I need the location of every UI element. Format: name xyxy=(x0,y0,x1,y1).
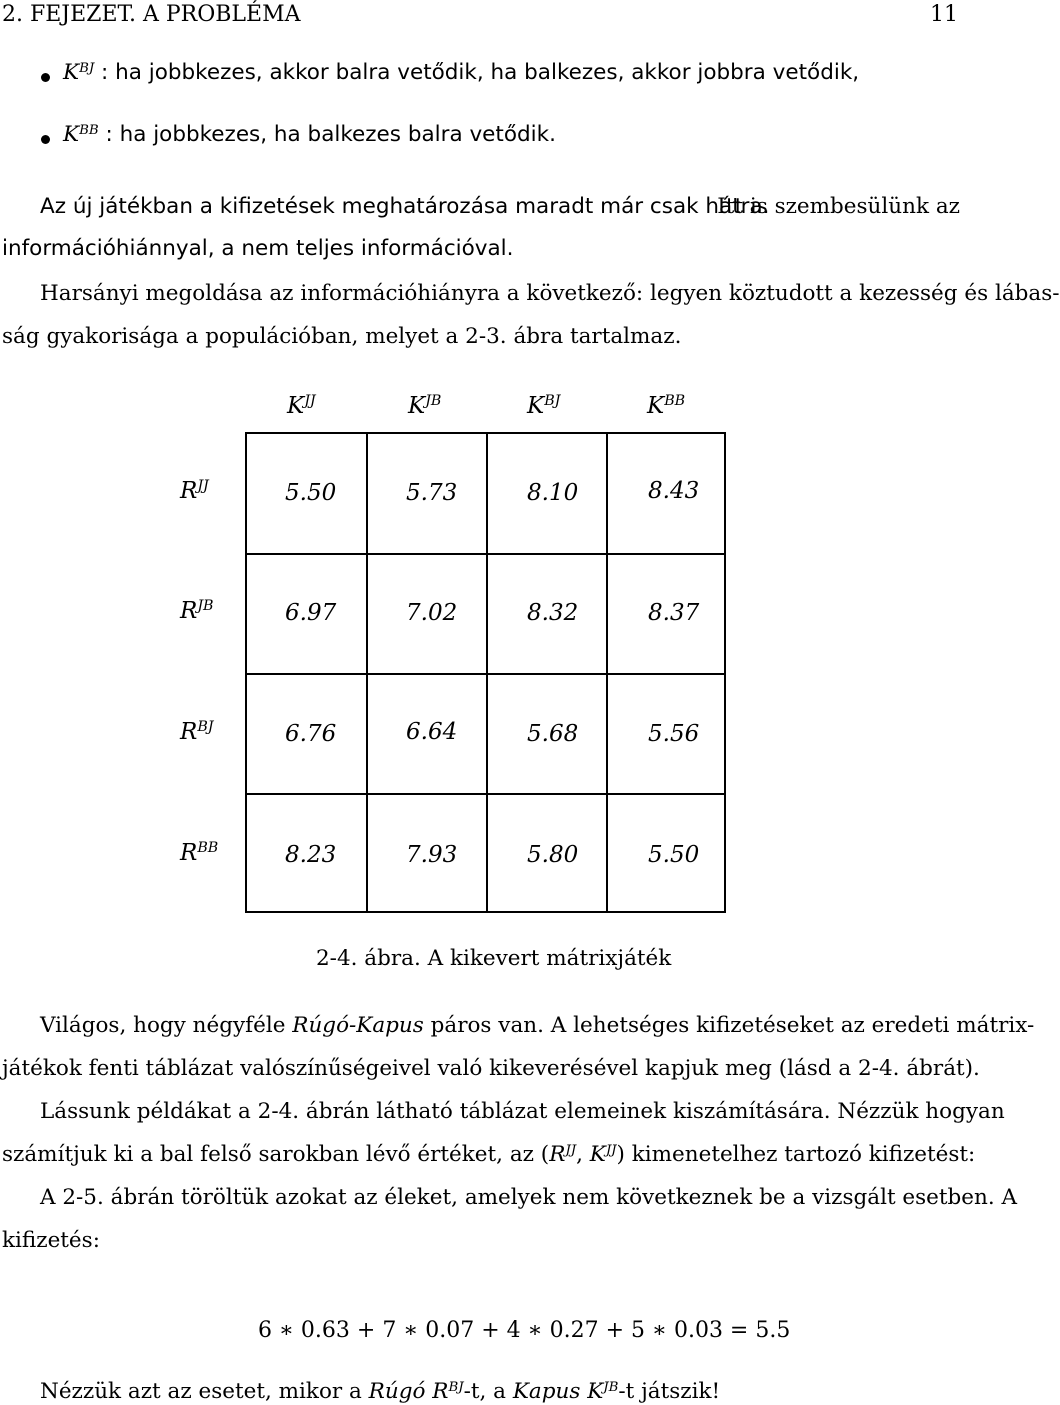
grid-line xyxy=(247,673,724,675)
page-header xyxy=(2,2,958,32)
paragraph-line: Harsányi megoldása az információhiányra a következő: legyen köztudott a kezesség és lábas- xyxy=(40,281,1060,306)
column-header: $K^{BB}$ xyxy=(647,393,686,419)
matrix-cell: 5.50 xyxy=(285,480,337,506)
matrix-cell: 7.02 xyxy=(406,600,458,626)
column-header: $K^{JJ}$ xyxy=(287,393,316,419)
matrix-cell: 8.43 xyxy=(648,478,700,504)
row-label: $R^{BJ}$ xyxy=(180,719,214,745)
matrix-cell: 5.73 xyxy=(406,480,458,506)
matrix-cell: 6.97 xyxy=(285,600,337,626)
column-header: $K^{BJ}$ xyxy=(527,393,561,419)
paragraph-line: információhiánnyal, a nem teljes információval. xyxy=(2,236,514,261)
matrix-cell: 5.80 xyxy=(527,842,579,868)
paragraph-line: Világos, hogy négyféle Rúgó-Kapus páros van. A lehetséges kifizetéseket az eredeti mátrix- xyxy=(40,1013,1035,1038)
matrix-cell: 5.50 xyxy=(648,842,700,868)
grid-line xyxy=(247,553,724,555)
paragraph-line: Itt is szembesülünk az xyxy=(717,194,960,219)
paragraph-line: ság gyakorisága a populációban, melyet a 2-3. ábra tartalmaz. xyxy=(2,324,682,349)
figure-caption: 2-4. ábra. A kikevert mátrixjáték xyxy=(316,946,672,971)
paragraph-line: Nézzük azt az esetet, mikor a Rúgó $R^{BJ}-t$, a Kapus $K^{JB}-t$ játszik! xyxy=(40,1379,721,1404)
row-label: $R^{BB}$ xyxy=(180,840,219,866)
bullet-item: $K^{BB}$ : ha jobbkezes, ha balkezes balra vetődik. xyxy=(63,122,556,147)
matrix-cell: 6.76 xyxy=(285,721,337,747)
bullet-dot-icon xyxy=(41,73,50,82)
page-number: 11 xyxy=(930,2,958,27)
paragraph-line: Lássunk példákat a 2-4. ábrán látható táblázat elemeinek kiszámítására. Nézzük hogyan xyxy=(40,1099,1005,1124)
matrix-cell: 5.68 xyxy=(527,721,579,747)
matrix-cell: 7.93 xyxy=(406,842,458,868)
matrix-cell: 6.64 xyxy=(406,719,458,745)
bullet-dot-icon xyxy=(41,135,50,144)
matrix-cell: 8.10 xyxy=(527,480,579,506)
payoff-formula: 6 ∗ 0.63 + 7 ∗ 0.07 + 4 ∗ 0.27 + 5 ∗ 0.03 = 5.5 xyxy=(258,1318,791,1343)
paragraph-line: kifizetés: xyxy=(2,1228,100,1253)
paragraph-line: Az új játékban a kifizetések meghatározása maradt már csak hátra. xyxy=(40,194,770,219)
bullet-item: $K^{BJ}$ : ha jobbkezes, akkor balra vetődik, ha balkezes, akkor jobbra vetődik, xyxy=(63,60,860,85)
row-label: $R^{JJ}$ xyxy=(180,478,209,504)
matrix-cell: 8.23 xyxy=(285,842,337,868)
paragraph-line: számítjuk ki a bal felső sarokban lévő értéket, az ($R^{JJ}$, $K^{JJ}$) kimenetelhez tartozó kifizetést: xyxy=(2,1142,976,1167)
matrix-cell: 5.56 xyxy=(648,721,700,747)
column-header: $K^{JB}$ xyxy=(408,393,442,419)
matrix-cell: 8.32 xyxy=(527,600,579,626)
paragraph-line: A 2-5. ábrán töröltük azokat az éleket, amelyek nem következnek be a vizsgált esetben. A xyxy=(40,1185,1018,1210)
chapter-title: 2. FEJEZET. A PROBLÉMA xyxy=(2,2,301,27)
grid-line xyxy=(247,793,724,795)
matrix-cell: 8.37 xyxy=(648,600,700,626)
paragraph-line: játékok fenti táblázat valószínűségeivel való kikeverésével kapjuk meg (lásd a 2-4. ábrát). xyxy=(2,1056,980,1081)
row-label: $R^{JB}$ xyxy=(180,598,214,624)
